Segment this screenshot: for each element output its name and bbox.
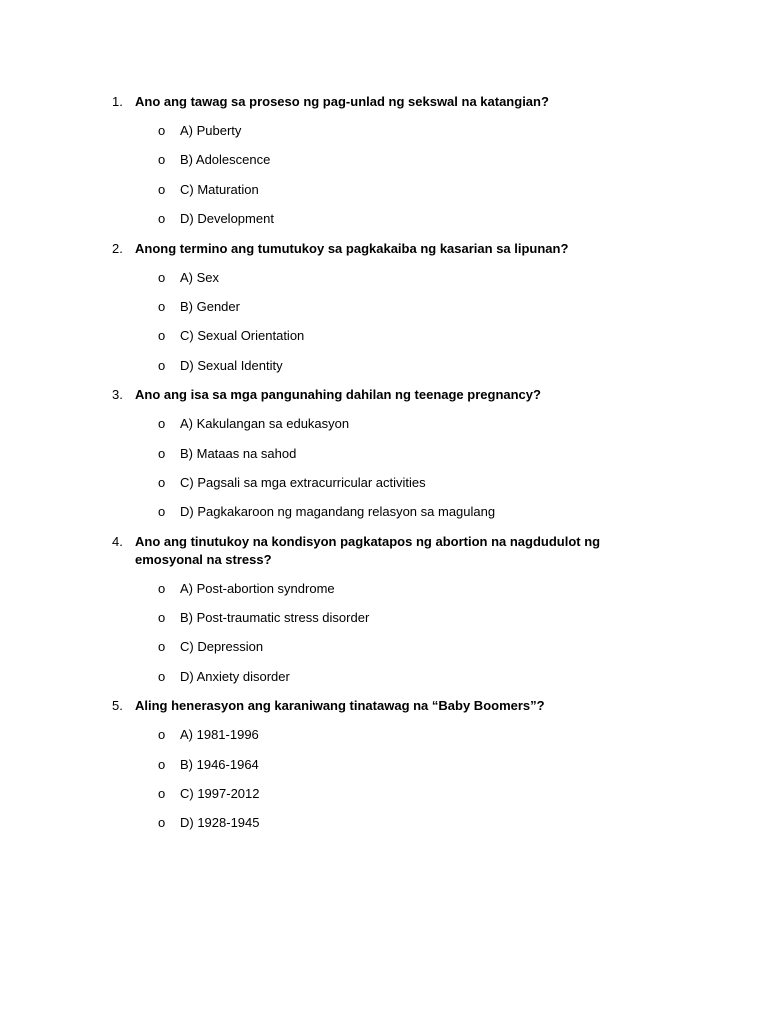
question-1 — [0, 93, 768, 228]
question-text: Ano ang tinutukoy na kondisyon pagkatapos ng abortion na nagdudulot ng emosyonal na stress? — [135, 533, 601, 567]
choice-text: C) 1997-2012 — [180, 786, 260, 802]
answer-choice — [0, 785, 768, 803]
answer-choice — [0, 756, 768, 774]
choice-text: A) Puberty — [180, 123, 242, 138]
answer-choice — [0, 638, 768, 656]
question-text: Ano ang tawag sa proseso ng pag-unlad ng sekswal na katangian? — [135, 94, 549, 109]
answer-choice — [0, 298, 768, 316]
choice-text: C) Maturation — [180, 181, 259, 197]
answer-choice — [0, 151, 768, 169]
choice-text: D) Development — [180, 211, 274, 227]
answer-choice — [0, 210, 768, 228]
question-number: 3. — [112, 387, 123, 403]
bullet-icon: o — [158, 123, 166, 138]
answer-choice — [0, 503, 768, 521]
question-number: 4. — [112, 533, 123, 549]
question-heading — [0, 533, 655, 569]
choice-text: C) Sexual Orientation — [180, 328, 305, 344]
bullet-icon: o — [158, 756, 166, 772]
question-heading — [0, 240, 655, 258]
bullet-icon: o — [158, 269, 166, 285]
answer-choice — [0, 357, 768, 375]
answer-choice — [0, 609, 768, 627]
bullet-icon: o — [158, 815, 166, 831]
question-number: 5. — [112, 698, 123, 714]
bullet-icon: o — [158, 474, 166, 490]
bullet-icon: o — [158, 211, 166, 227]
choice-text: D) Sexual Identity — [180, 357, 283, 373]
answer-choice — [0, 668, 768, 686]
question-text: Anong termino ang tumutukoy sa pagkakaiba ng kasarian sa lipunan? — [135, 240, 569, 256]
answer-choice — [0, 181, 768, 199]
choice-text: D) Anxiety disorder — [180, 668, 290, 684]
question-number: 1. — [112, 94, 123, 109]
choice-text: B) Gender — [180, 298, 240, 314]
bullet-icon: o — [158, 504, 166, 520]
bullet-icon: o — [158, 357, 166, 373]
choice-text: B) Mataas na sahod — [180, 445, 297, 461]
choice-text: A) 1981-1996 — [180, 727, 259, 743]
answer-choice — [0, 814, 768, 832]
bullet-icon: o — [158, 181, 166, 197]
bullet-icon: o — [158, 727, 166, 743]
choice-text: B) Adolescence — [180, 152, 271, 168]
bullet-icon: o — [158, 328, 166, 344]
answer-choice — [0, 269, 768, 287]
quiz-document — [0, 93, 768, 844]
question-text: Aling henerasyon ang karaniwang tinatawag na “Baby Boomers”? — [135, 698, 545, 714]
question-text: Ano ang isa sa mga pangunahing dahilan ng teenage pregnancy? — [135, 387, 541, 403]
answer-choice — [0, 726, 768, 744]
question-heading — [0, 697, 655, 715]
question-heading — [0, 93, 655, 111]
question-number: 2. — [112, 240, 123, 256]
question-3 — [0, 386, 768, 521]
question-4 — [0, 533, 768, 686]
choice-text: C) Depression — [180, 639, 264, 655]
answer-choice — [0, 415, 768, 433]
bullet-icon: o — [158, 610, 166, 626]
choice-text: C) Pagsali sa mga extracurricular activities — [180, 474, 426, 490]
question-2 — [0, 240, 768, 375]
choice-text: D) Pagkakaroon ng magandang relasyon sa magulang — [180, 504, 496, 520]
choice-text: A) Post-abortion syndrome — [180, 580, 335, 596]
answer-choice — [0, 445, 768, 463]
bullet-icon: o — [158, 298, 166, 314]
choice-text: D) 1928-1945 — [180, 815, 260, 831]
bullet-icon: o — [158, 786, 166, 802]
choice-text: A) Kakulangan sa edukasyon — [180, 416, 350, 432]
bullet-icon: o — [158, 639, 166, 655]
answer-choice — [0, 327, 768, 345]
bullet-icon: o — [158, 416, 166, 432]
answer-choice — [0, 122, 768, 140]
bullet-icon: o — [158, 668, 166, 684]
bullet-icon: o — [158, 152, 166, 168]
answer-choice — [0, 580, 768, 598]
question-heading — [0, 386, 655, 404]
bullet-icon: o — [158, 580, 166, 596]
choice-text: B) 1946-1964 — [180, 756, 259, 772]
choice-text: B) Post-traumatic stress disorder — [180, 610, 370, 626]
question-5 — [0, 697, 768, 832]
answer-choice — [0, 474, 768, 492]
bullet-icon: o — [158, 445, 166, 461]
choice-text: A) Sex — [180, 269, 220, 285]
